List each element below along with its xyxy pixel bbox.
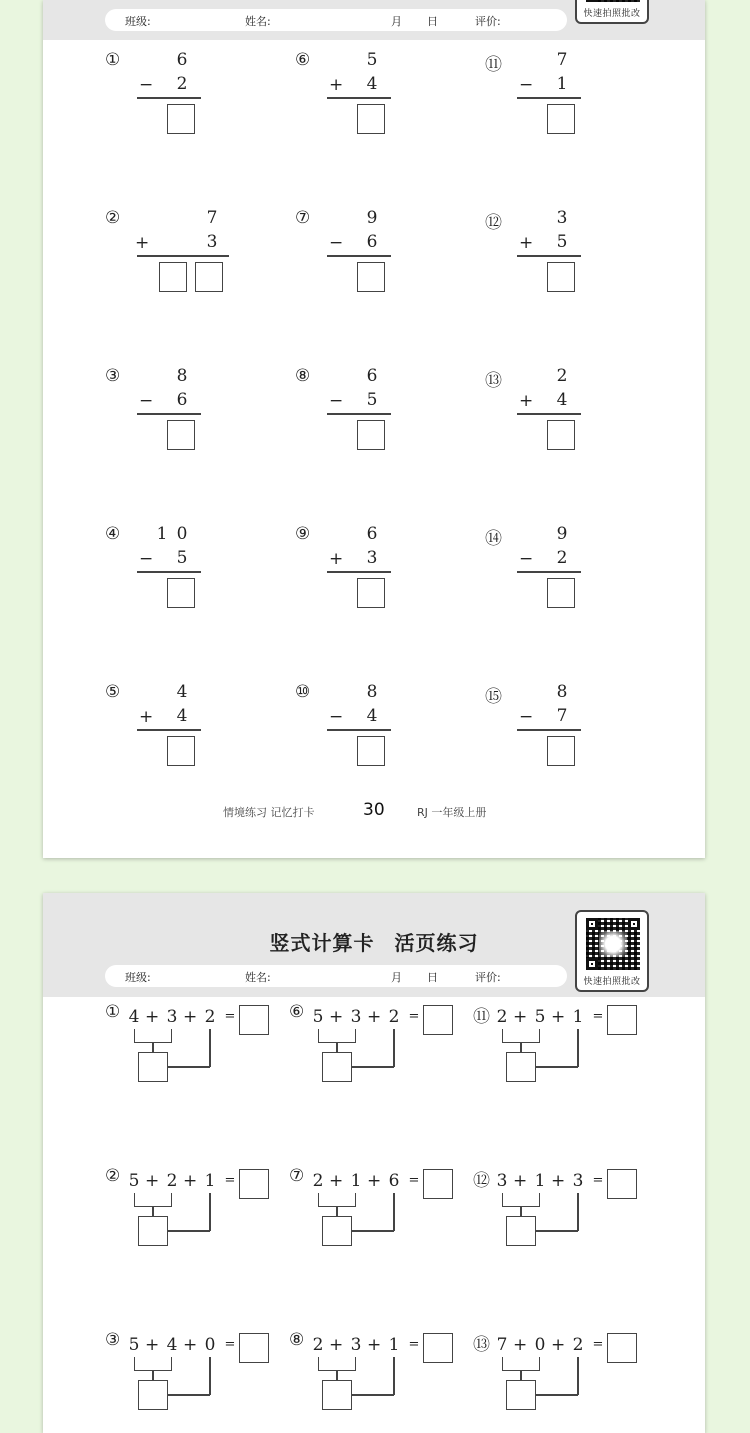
sum-line — [517, 571, 581, 573]
connector-line — [352, 1066, 394, 1068]
answer-box[interactable] — [547, 736, 575, 766]
operator: + — [329, 1171, 344, 1191]
digit: 5 — [176, 548, 188, 568]
problem-number: ⑦ — [295, 208, 311, 228]
title-sub: 活页练习 — [394, 931, 479, 955]
operator: + — [513, 1335, 528, 1355]
digit: 2 — [496, 1007, 508, 1027]
problem-number: ② — [105, 1166, 121, 1186]
vertical-problem — [105, 524, 245, 649]
intermediate-box[interactable] — [322, 1216, 352, 1246]
operator: + — [519, 233, 534, 253]
operator: + — [551, 1335, 566, 1355]
operator: + — [367, 1335, 382, 1355]
answer-box[interactable] — [547, 262, 575, 292]
operator: = — [592, 1337, 604, 1352]
operator: − — [329, 233, 344, 253]
digit: 4 — [366, 74, 378, 94]
digit: 3 — [496, 1171, 508, 1191]
digit: 0 — [204, 1335, 216, 1355]
digit: 5 — [128, 1171, 140, 1191]
problem-number: ⑨ — [295, 524, 311, 544]
digit: 3 — [350, 1335, 362, 1355]
intermediate-box[interactable] — [322, 1052, 352, 1082]
problem-number: ⑮ — [485, 687, 502, 707]
connector-line — [336, 1043, 338, 1052]
problem-number: ⑬ — [485, 371, 502, 391]
title-main: 竖式计算卡 — [269, 931, 375, 955]
sum-line — [327, 97, 391, 99]
chain-problem — [289, 1330, 469, 1433]
digit: 5 — [366, 50, 378, 70]
info-field-label: 月 — [391, 971, 402, 984]
digit: 1 — [156, 524, 168, 544]
vertical-problem — [295, 524, 435, 649]
operator: − — [329, 707, 344, 727]
sum-line — [137, 97, 201, 99]
operator: + — [183, 1007, 198, 1027]
digit: 2 — [572, 1335, 584, 1355]
vertical-problem — [485, 366, 625, 491]
digit: 9 — [366, 208, 378, 228]
operator: = — [592, 1009, 604, 1024]
digit: 8 — [556, 682, 568, 702]
vertical-problem — [295, 366, 435, 491]
digit: 3 — [556, 208, 568, 228]
digit: 3 — [572, 1171, 584, 1191]
info-field-label: 评价: — [475, 971, 501, 984]
answer-box[interactable] — [357, 736, 385, 766]
problem-number: ⑩ — [295, 682, 311, 702]
sum-line — [137, 729, 201, 731]
digit: 3 — [350, 1007, 362, 1027]
problem-number: ⑪ — [485, 55, 502, 75]
qr-label: 快速拍照批改 — [583, 977, 641, 987]
operator: − — [519, 75, 534, 95]
student-info-bar — [105, 9, 567, 31]
sum-line — [137, 255, 229, 257]
digit: 2 — [166, 1171, 178, 1191]
qr-code-card[interactable] — [575, 910, 649, 992]
qr-code-icon — [586, 918, 640, 970]
operator: + — [329, 75, 344, 95]
header-band — [43, 0, 705, 40]
answer-box[interactable] — [547, 420, 575, 450]
connector-line — [168, 1066, 210, 1068]
digit: 1 — [572, 1007, 584, 1027]
sum-line — [517, 413, 581, 415]
vertical-problem — [105, 50, 245, 175]
answer-box[interactable] — [607, 1005, 637, 1035]
answer-box[interactable] — [357, 104, 385, 134]
vertical-problem — [105, 208, 245, 333]
digit: 6 — [176, 50, 188, 70]
digit: 4 — [166, 1335, 178, 1355]
student-info-bar — [105, 965, 567, 987]
answer-box[interactable] — [607, 1333, 637, 1363]
problem-number: ⑧ — [289, 1330, 305, 1350]
operator: + — [367, 1007, 382, 1027]
digit: 5 — [534, 1007, 546, 1027]
operator: + — [329, 1007, 344, 1027]
chain-problem — [105, 1330, 285, 1433]
digit: 2 — [204, 1007, 216, 1027]
digit: 5 — [556, 232, 568, 252]
answer-box[interactable] — [547, 578, 575, 608]
worksheet-page-2 — [43, 893, 705, 1433]
digit: 3 — [166, 1007, 178, 1027]
answer-box[interactable] — [423, 1005, 453, 1035]
digit: 4 — [128, 1007, 140, 1027]
page-number: 30 — [363, 800, 385, 820]
vertical-problem — [485, 682, 625, 807]
operator: − — [329, 391, 344, 411]
operator: + — [183, 1171, 198, 1191]
problem-number: ④ — [105, 524, 121, 544]
operator: + — [135, 233, 150, 253]
problem-number: ⑥ — [289, 1002, 305, 1022]
connector-line — [577, 1029, 579, 1067]
intermediate-box[interactable] — [138, 1380, 168, 1410]
digit: 8 — [176, 366, 188, 386]
vertical-problem — [295, 50, 435, 175]
vertical-problem — [295, 208, 435, 333]
connector-line — [536, 1066, 578, 1068]
operator: + — [513, 1007, 528, 1027]
chain-problem — [473, 1169, 653, 1269]
sum-line — [327, 729, 391, 731]
sum-line — [327, 255, 391, 257]
digit: 5 — [128, 1335, 140, 1355]
operator: = — [408, 1173, 420, 1188]
connector-line — [152, 1043, 154, 1052]
digit: 6 — [388, 1171, 400, 1191]
bracket-line — [134, 1193, 172, 1207]
bracket-line — [318, 1357, 356, 1371]
connector-line — [393, 1193, 395, 1231]
digit: 1 — [534, 1171, 546, 1191]
digit: 5 — [312, 1007, 324, 1027]
answer-box[interactable] — [239, 1005, 269, 1035]
answer-box[interactable] — [607, 1169, 637, 1199]
answer-box[interactable] — [357, 578, 385, 608]
digit: 5 — [366, 390, 378, 410]
vertical-problem — [295, 682, 435, 807]
digit: 2 — [312, 1171, 324, 1191]
connector-line — [209, 1357, 211, 1395]
digit: 7 — [206, 208, 218, 228]
chain-problem — [105, 1002, 285, 1105]
qr-code-icon — [586, 0, 640, 2]
connector-line — [152, 1371, 154, 1380]
sum-line — [517, 729, 581, 731]
operator: = — [224, 1337, 236, 1352]
answer-box[interactable] — [159, 262, 187, 292]
digit: 2 — [556, 366, 568, 386]
connector-line — [393, 1029, 395, 1067]
connector-line — [520, 1043, 522, 1052]
problem-number: ⑪ — [473, 1007, 490, 1027]
operator: = — [408, 1009, 420, 1024]
connector-line — [536, 1394, 578, 1396]
operator: + — [329, 1335, 344, 1355]
connector-line — [577, 1193, 579, 1231]
answer-box[interactable] — [423, 1169, 453, 1199]
operator: + — [519, 391, 534, 411]
bracket-line — [318, 1029, 356, 1043]
intermediate-box[interactable] — [138, 1216, 168, 1246]
vertical-problem — [485, 208, 625, 333]
digit: 2 — [388, 1007, 400, 1027]
bracket-line — [134, 1357, 172, 1371]
problem-number: ③ — [105, 366, 121, 386]
bracket-line — [502, 1357, 540, 1371]
digit: 1 — [350, 1171, 362, 1191]
answer-box[interactable] — [239, 1333, 269, 1363]
operator: − — [139, 75, 154, 95]
digit: 2 — [556, 548, 568, 568]
operator: + — [551, 1007, 566, 1027]
bracket-line — [502, 1029, 540, 1043]
sum-line — [517, 97, 581, 99]
digit: 9 — [556, 524, 568, 544]
operator: − — [139, 549, 154, 569]
digit: 4 — [176, 682, 188, 702]
connector-line — [336, 1207, 338, 1216]
digit: 6 — [366, 366, 378, 386]
digit: 6 — [176, 390, 188, 410]
problem-number: ⑫ — [473, 1171, 490, 1191]
problem-number: ⑫ — [485, 213, 502, 233]
connector-line — [209, 1029, 211, 1067]
info-field-label: 班级: — [125, 971, 151, 984]
digit: 1 — [204, 1171, 216, 1191]
answer-box[interactable] — [167, 578, 195, 608]
sum-line — [137, 571, 201, 573]
answer-box[interactable] — [167, 104, 195, 134]
operator: = — [408, 1337, 420, 1352]
answer-box[interactable] — [357, 420, 385, 450]
digit: 1 — [388, 1335, 400, 1355]
digit: 3 — [366, 548, 378, 568]
chain-problem — [289, 1166, 469, 1269]
problem-number: ③ — [105, 1330, 121, 1350]
connector-line — [577, 1357, 579, 1395]
answer-box[interactable] — [423, 1333, 453, 1363]
intermediate-box[interactable] — [138, 1052, 168, 1082]
operator: − — [519, 549, 534, 569]
operator: = — [592, 1173, 604, 1188]
chain-problem — [473, 1005, 653, 1105]
answer-box[interactable] — [239, 1169, 269, 1199]
digit: 6 — [366, 232, 378, 252]
sum-line — [327, 413, 391, 415]
vertical-problem — [105, 366, 245, 491]
chain-problem — [105, 1166, 285, 1269]
digit: 0 — [534, 1335, 546, 1355]
operator: = — [224, 1173, 236, 1188]
digit: 0 — [176, 524, 188, 544]
operator: + — [183, 1335, 198, 1355]
digit: 7 — [556, 50, 568, 70]
digit: 7 — [496, 1335, 508, 1355]
problem-number: ⑬ — [473, 1335, 490, 1355]
bracket-line — [134, 1029, 172, 1043]
operator: + — [367, 1171, 382, 1191]
digit: 3 — [206, 232, 218, 252]
intermediate-box[interactable] — [506, 1216, 536, 1246]
chain-problem — [289, 1002, 469, 1105]
info-field-label: 评价: — [475, 15, 501, 28]
digit: 7 — [556, 706, 568, 726]
operator: + — [145, 1171, 160, 1191]
operator: + — [145, 1007, 160, 1027]
connector-line — [336, 1371, 338, 1380]
digit: 1 — [556, 74, 568, 94]
vertical-problem — [105, 682, 245, 807]
sum-line — [137, 413, 201, 415]
problem-number: ⑦ — [289, 1166, 305, 1186]
problem-number: ⑥ — [295, 50, 311, 70]
connector-line — [152, 1207, 154, 1216]
connector-line — [536, 1230, 578, 1232]
operator: − — [519, 707, 534, 727]
qr-code-card[interactable] — [575, 0, 649, 24]
sum-line — [327, 571, 391, 573]
operator: = — [224, 1009, 236, 1024]
info-field-label: 姓名: — [245, 971, 271, 984]
answer-box[interactable] — [357, 262, 385, 292]
answer-box[interactable] — [547, 104, 575, 134]
answer-box[interactable] — [195, 262, 223, 292]
digit: 4 — [176, 706, 188, 726]
connector-line — [168, 1394, 210, 1396]
intermediate-box[interactable] — [506, 1380, 536, 1410]
problem-number: ① — [105, 1002, 121, 1022]
problem-number: ⑤ — [105, 682, 121, 702]
info-field-label: 月 — [391, 15, 402, 28]
digit: 2 — [176, 74, 188, 94]
header-band — [43, 893, 705, 997]
answer-box[interactable] — [167, 420, 195, 450]
operator: + — [139, 707, 154, 727]
info-field-label: 班级: — [125, 15, 151, 28]
operator: − — [139, 391, 154, 411]
operator: + — [145, 1335, 160, 1355]
connector-line — [520, 1371, 522, 1380]
connector-line — [209, 1193, 211, 1231]
operator: + — [551, 1171, 566, 1191]
connector-line — [520, 1207, 522, 1216]
connector-line — [168, 1230, 210, 1232]
info-field-label: 姓名: — [245, 15, 271, 28]
connector-line — [352, 1230, 394, 1232]
footer-right-text: RJ 一年级上册 — [417, 806, 487, 819]
answer-box[interactable] — [167, 736, 195, 766]
vertical-problem — [485, 524, 625, 649]
sum-line — [517, 255, 581, 257]
chain-problem — [473, 1333, 653, 1433]
digit: 4 — [366, 706, 378, 726]
operator: + — [513, 1171, 528, 1191]
intermediate-box[interactable] — [506, 1052, 536, 1082]
intermediate-box[interactable] — [322, 1380, 352, 1410]
info-field-label: 日 — [427, 971, 438, 984]
bracket-line — [318, 1193, 356, 1207]
qr-label: 快速拍照批改 — [583, 9, 641, 19]
problem-number: ① — [105, 50, 121, 70]
footer-left-text: 情境练习 记忆打卡 — [223, 806, 315, 819]
bracket-line — [502, 1193, 540, 1207]
problem-number: ② — [105, 208, 121, 228]
digit: 8 — [366, 682, 378, 702]
connector-line — [393, 1357, 395, 1395]
problem-number: ⑭ — [485, 529, 502, 549]
connector-line — [352, 1394, 394, 1396]
info-field-label: 日 — [427, 15, 438, 28]
digit: 2 — [312, 1335, 324, 1355]
digit: 4 — [556, 390, 568, 410]
operator: + — [329, 549, 344, 569]
worksheet-page-1 — [43, 0, 705, 858]
problem-number: ⑧ — [295, 366, 311, 386]
digit: 6 — [366, 524, 378, 544]
vertical-problem — [485, 50, 625, 175]
